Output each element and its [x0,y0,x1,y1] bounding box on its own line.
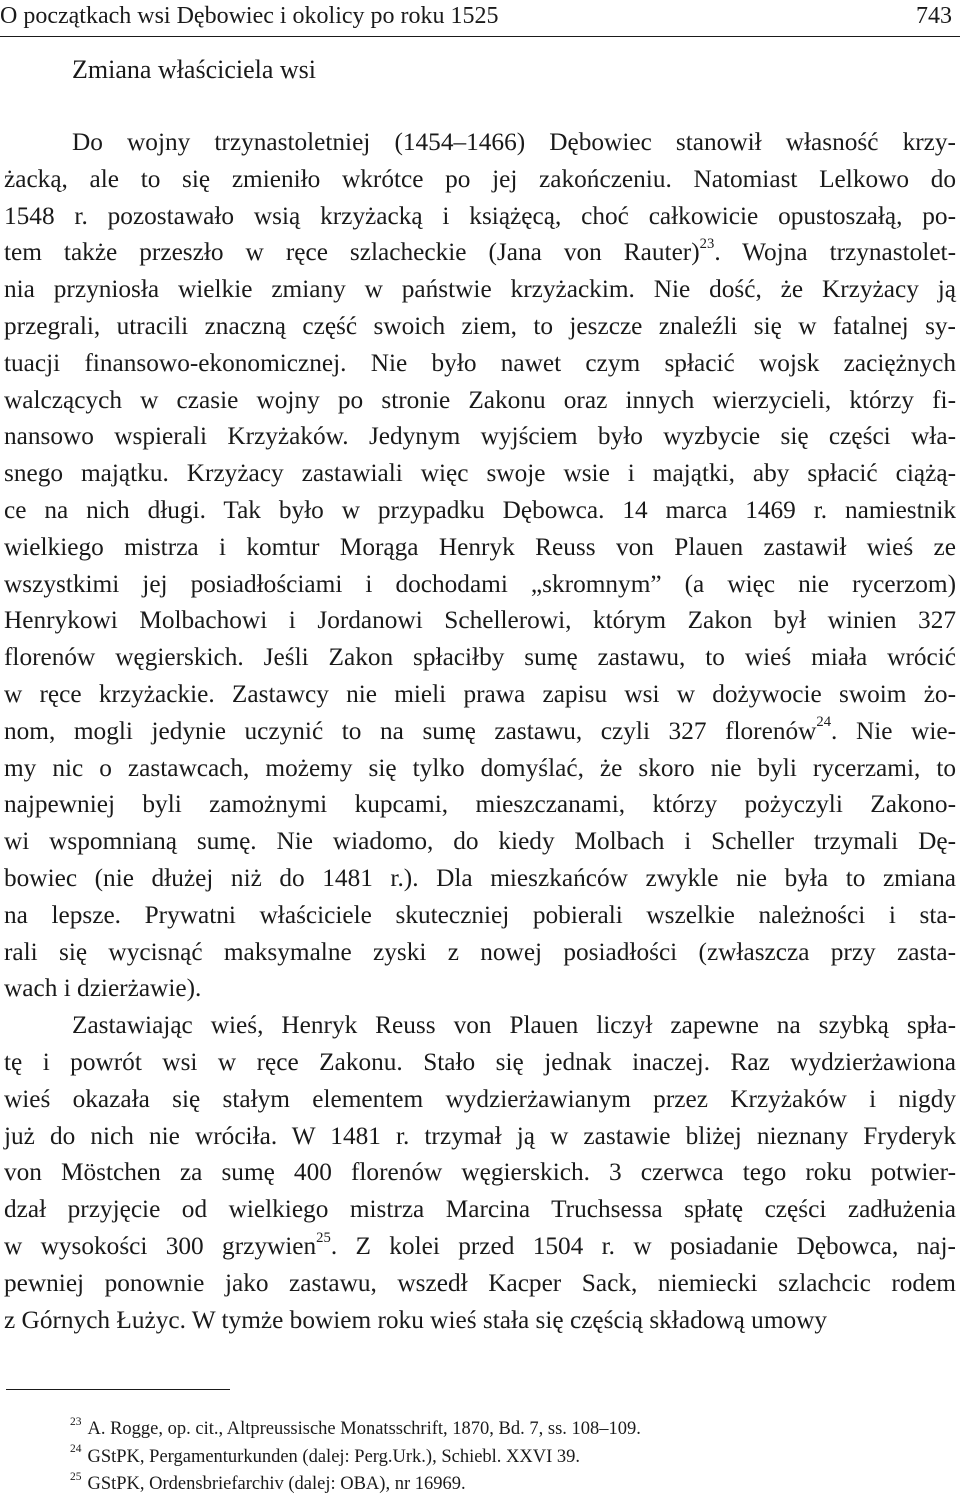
footnote-reference[interactable]: 25 [316,1229,331,1246]
paragraph-2 [4,1007,956,1338]
text-line [4,1228,956,1265]
line-text: rali się wycisnąć maksymalne zyski z nowej posiadłości (zwłaszcza przy zasta- [4,937,956,966]
text-line [4,934,956,971]
running-head [0,0,952,32]
line-text: najpewniej byli zamożnymi kupcami, mieszczanami, którzy pożyczyli Zakono- [4,790,956,819]
text-line [4,823,956,860]
text-line [4,1118,956,1155]
page-number: 743 [916,3,952,29]
line-text: wszystkimi jej posiadłościami i dochodami „skromnym” (a więc nie rycerzom) [4,569,956,598]
text-line [4,124,956,161]
line-text: żacką, ale to się zmieniło wkrótce po jej zakończeniu. Natomiast Lelkowo do [4,164,956,193]
line-text: pewniej ponownie jako zastawu, wszedł Kacper Sack, niemiecki szlachcic rodem [4,1268,956,1297]
footnote-reference[interactable]: 24 [816,714,832,731]
line-text: przegrali, utracili znaczną część swoich ziem, to jeszcze znaleźli się w fatalnej sy- [4,311,956,340]
line-text-continued: . Nie wie- [831,716,956,745]
text-line [4,970,956,1007]
line-text: snego majątku. Krzyżacy zastawiali więc swoje wsie i majątki, aby spłacić ciążą- [4,459,956,488]
line-text: już do nich nie wróciła. W 1481 r. trzymał ją w zastawie bliżej nieznany Fryderyk [4,1121,956,1150]
text-line [4,676,956,713]
text-line [4,1302,956,1339]
text-line [4,345,956,382]
line-text: w ręce krzyżackie. Zastawcy nie mieli prawa zapisu wsi w dożywocie swoim żo- [4,679,956,708]
line-text-continued: . Z kolei przed 1504 r. w posiadanie Dębowca, naj- [330,1231,956,1260]
line-text: dzał przyjęcie od wielkiego mistrza Marcina Truchsessa spłatę części zadłużenia [4,1195,956,1224]
line-text: ce na nich długi. Tak było w przypadku Dębowca. 14 marca 1469 r. namiestnik [4,495,956,524]
text-line [4,1154,956,1191]
line-text: von Möstchen za sumę 400 florenów węgierskich. 3 czerwca tego roku potwier- [4,1158,956,1187]
line-text: walczących w czasie wojny po stronie Zakonu oraz innych wierzycieli, którzy fi- [4,385,956,414]
line-text: nia przyniosła wielkie zmiany w państwie krzyżackim. Nie dość, że Krzyżacy ją [4,275,956,304]
text-line [4,1007,956,1044]
text-line [4,198,956,235]
text-line [4,1081,956,1118]
footnote-number: 25 [70,1470,82,1483]
line-text: wi wspomnianą sumę. Nie wiadomo, do kiedy Molbach i Scheller trzymali Dę- [4,827,956,856]
running-head-title: O początkach wsi Dębowiec i okolicy po roku 1525 [0,3,499,29]
line-text: Do wojny trzynastoletniej (1454–1466) Dębowiec stanowił własność krzy- [72,128,956,156]
text-line [4,271,956,308]
text-line [4,1191,956,1228]
line-text: na lepsze. Prywatni właściciele skuteczniej pobierali wszelkie należności i sta- [4,900,956,929]
text-line [4,308,956,345]
line-text: z Górnych Łużyc. W tymże bowiem roku wieś stała się częścią składową umowy [4,1305,828,1334]
line-text: w wysokości 300 grzywien [4,1231,317,1260]
line-text: wielkiego mistrza i komtur Morąga Henryk Reuss von Plauen zastawił wieś ze [4,532,956,561]
text-line [4,639,956,676]
footnote-text: GStPK, Ordensbriefarchiv (dalej: OBA), nr 16969. [87,1474,466,1494]
line-text: my nic o zastawcach, możemy się tylko domyślać, że skoro nie byli rycerzami, to [4,753,956,782]
line-text: florenów węgierskich. Jeśli Zakon spłaciłby sumę zastawu, to wieś miała wrócić [4,643,956,672]
header-rule [0,36,960,37]
text-line [4,1044,956,1081]
line-text: wieś okazała się stałym elementem wydzierżawianym przez Krzyżaków i nigdy [4,1084,956,1113]
text-line [4,455,956,492]
text-line [4,602,956,639]
text-line [4,529,956,566]
footnote [70,1471,930,1499]
footnote [70,1416,930,1444]
line-text: 1548 r. pozostawało wsią krzyżacką i książęcą, choć całkowicie opustoszałą, po- [4,201,956,230]
body-text [4,124,956,1338]
text-line [4,750,956,787]
text-line [4,786,956,823]
line-text: bowiec (nie dłużej niż do 1481 r.). Dla mieszkańców zwykle nie była to zmiana [4,863,956,892]
text-line [4,382,956,419]
line-text: tę i powrót wsi w ręce Zakonu. Stało się jednak inaczej. Raz wydzierżawiona [4,1047,956,1076]
footnote-number: 24 [70,1443,82,1456]
footnote [70,1444,930,1472]
section-title: Zmiana właściciela wsi [72,55,317,84]
text-line [4,418,956,455]
line-text: tuacji finansowo-ekonomicznej. Nie było nawet czym spłacić wojsk zaciężnych [4,348,956,377]
footnote-number: 23 [70,1415,82,1428]
text-line [4,234,956,271]
text-line [4,161,956,198]
text-line [4,1265,956,1302]
line-text: nom, mogli jedynie uczynić to na sumę zastawu, czyli 327 florenów [4,716,817,745]
footnotes [70,1416,930,1499]
text-line [4,860,956,897]
line-text: Henrykowi Molbachowi i Jordanowi Schellerowi, którym Zakon był winien 327 [4,606,956,635]
text-line [4,566,956,603]
line-text-continued: . Wojna trzynastolet- [714,238,957,267]
footnote-reference[interactable]: 23 [699,236,715,253]
text-line [4,492,956,529]
line-text: wach i dzierżawie). [4,974,202,1003]
paragraph-1 [4,124,956,1007]
line-text: Zastawiając wieś, Henryk Reuss von Plauen liczył zapewne na szybką spła- [72,1011,956,1040]
text-line [4,713,956,750]
footnote-text: A. Rogge, op. cit., Altpreussische Monatsschrift, 1870, Bd. 7, ss. 108–109. [87,1419,641,1439]
line-text: nansowo wspierali Krzyżaków. Jedynym wyjściem było wyzbycie się części wła- [4,422,956,451]
footnote-text: GStPK, Pergamenturkunden (dalej: Perg.Urk.), Schiebl. XXVI 39. [87,1446,581,1467]
text-line [4,897,956,934]
line-text: tem także przeszło w ręce szlacheckie (Jana von Rauter) [4,238,700,267]
footnote-rule [6,1389,230,1390]
